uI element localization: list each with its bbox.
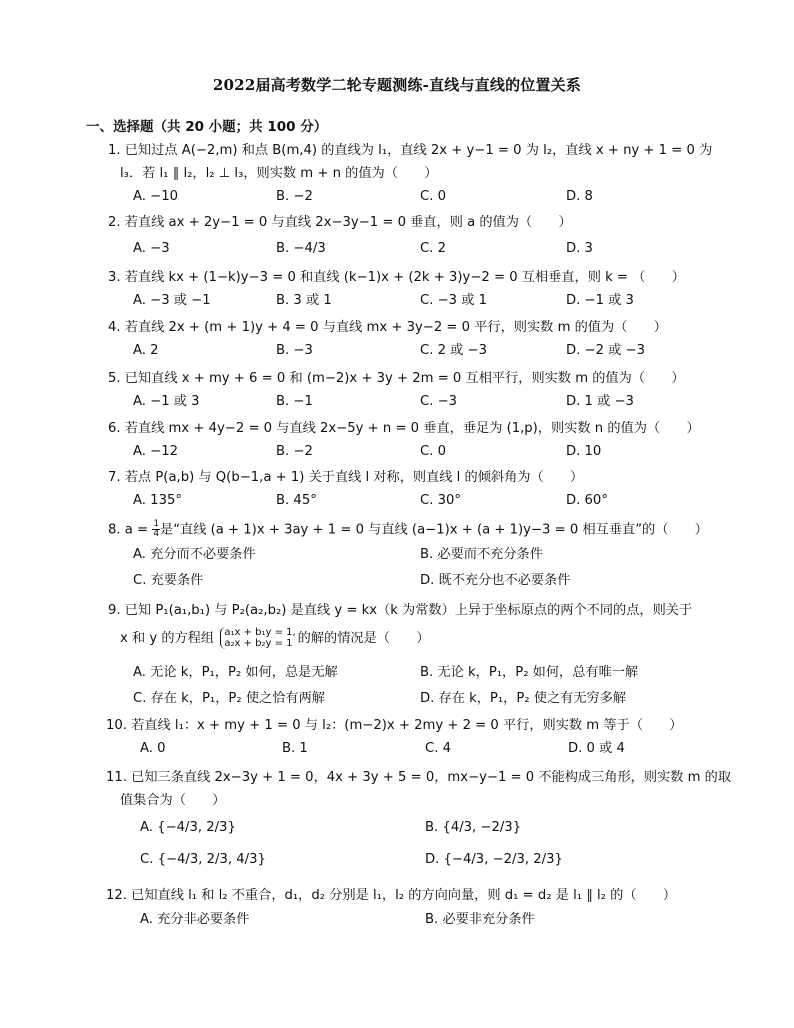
q5-option-b: B. −1 bbox=[276, 394, 313, 409]
page-title: 2022届高考数学二轮专题测练-直线与直线的位置关系 bbox=[212, 76, 582, 94]
q8-option-b: B. 必要而不充分条件 bbox=[420, 547, 543, 562]
q8-option-a: A. 充分而不必要条件 bbox=[133, 547, 256, 562]
q6-option-a: A. −12 bbox=[133, 444, 179, 459]
q7-option-a: A. 135° bbox=[133, 493, 182, 508]
section-heading: 一、选择题（共 20 小题；共 100 分） bbox=[86, 119, 328, 135]
q1-option-d: D. 8 bbox=[566, 189, 593, 204]
question-2: 2. 若直线 ax + 2y−1 = 0 与直线 2x−3y−1 = 0 垂直，则 a 的值为（ ） bbox=[108, 215, 572, 230]
q10-option-a: A. 0 bbox=[140, 741, 166, 756]
q3-option-b: B. 3 或 1 bbox=[276, 293, 332, 308]
question-9-line-2: x 和 y 的方程组 a₁x + b₁y = 1, a₂x + b₂y = 1 的解的情况是（ ） bbox=[120, 627, 430, 649]
question-4: 4. 若直线 2x + (m + 1)y + 4 = 0 与直线 mx + 3y−2 = 0 平行，则实数 m 的值为（ ） bbox=[108, 320, 667, 335]
q6-option-c: C. 0 bbox=[420, 444, 446, 459]
q1-option-a: A. −10 bbox=[133, 189, 179, 204]
question-6: 6. 若直线 mx + 4y−2 = 0 与直线 2x−5y + n = 0 垂直，垂足为 (1,p)，则实数 n 的值为（ ） bbox=[108, 421, 700, 436]
q2-option-b: B. −4/3 bbox=[276, 241, 326, 256]
q5-option-c: C. −3 bbox=[420, 394, 458, 409]
q9-equation-system: a₁x + b₁y = 1, a₂x + b₂y = 1 bbox=[220, 627, 295, 649]
q5-option-d: D. 1 或 −3 bbox=[566, 394, 634, 409]
q8-fraction: $\frac{1}{4}$ bbox=[153, 519, 160, 539]
question-11-line-2: 值集合为（ ） bbox=[120, 793, 226, 808]
q3-option-a: A. −3 或 −1 bbox=[133, 293, 211, 308]
q10-option-d: D. 0 或 4 bbox=[568, 741, 625, 756]
q7-option-b: B. 45° bbox=[276, 493, 317, 508]
question-1-line-1: 1. 已知过点 A(−2,m) 和点 B(m,4) 的直线为 l₁，直线 2x + y−1 = 0 为 l₂，直线 x + ny + 1 = 0 为 bbox=[108, 143, 713, 158]
q10-option-b: B. 1 bbox=[282, 741, 308, 756]
q9-option-c: C. 存在 k，P₁，P₂ 使之恰有两解 bbox=[133, 691, 325, 706]
question-3: 3. 若直线 kx + (1−k)y−3 = 0 和直线 (k−1)x + (2k + 3)y−2 = 0 互相垂直，则 k = （ ） bbox=[108, 270, 685, 285]
q3-option-c: C. −3 或 1 bbox=[420, 293, 487, 308]
q6-option-d: D. 10 bbox=[566, 444, 602, 459]
q11-option-c: C. {−4/3, 2/3, 4/3} bbox=[140, 852, 266, 867]
question-11-line-1: 11. 已知三条直线 2x−3y + 1 = 0，4x + 3y + 5 = 0，mx−y−1 = 0 不能构成三角形，则实数 m 的取 bbox=[106, 770, 732, 785]
question-9-line-1: 9. 已知 P₁(a₁,b₁) 与 P₂(a₂,b₂) 是直线 y = kx（k 为常数）上异于坐标原点的两个不同的点，则关于 bbox=[108, 603, 693, 618]
q1-option-c: C. 0 bbox=[420, 189, 446, 204]
question-8 bbox=[108, 520, 708, 539]
q11-option-d: D. {−4/3, −2/3, 2/3} bbox=[425, 852, 563, 867]
q2-option-d: D. 3 bbox=[566, 241, 593, 256]
q6-option-b: B. −2 bbox=[276, 444, 313, 459]
q4-option-b: B. −3 bbox=[276, 343, 313, 358]
q4-option-d: D. −2 或 −3 bbox=[566, 343, 645, 358]
q8-prefix: 8. a = bbox=[108, 522, 149, 538]
question-7: 7. 若点 P(a,b) 与 Q(b−1,a + 1) 关于直线 l 对称，则直线 l 的倾斜角为（ ） bbox=[108, 470, 584, 485]
q7-option-d: D. 60° bbox=[566, 493, 608, 508]
q11-option-a: A. {−4/3, 2/3} bbox=[140, 820, 236, 835]
question-1-line-2: l₃．若 l₁ ∥ l₂，l₂ ⊥ l₃，则实数 m + n 的值为（ ） bbox=[120, 166, 438, 181]
q10-option-c: C. 4 bbox=[425, 741, 451, 756]
q7-option-c: C. 30° bbox=[420, 493, 461, 508]
q2-option-c: C. 2 bbox=[420, 241, 446, 256]
q8-option-d: D. 既不充分也不必要条件 bbox=[420, 573, 571, 588]
q8-option-c: C. 充要条件 bbox=[133, 573, 204, 588]
question-12: 12. 已知直线 l₁ 和 l₂ 不重合，d₁，d₂ 分别是 l₁，l₂ 的方向向量，则 d₁ = d₂ 是 l₁ ∥ l₂ 的（ ） bbox=[106, 888, 677, 903]
q12-option-a: A. 充分非必要条件 bbox=[140, 912, 250, 927]
question-5: 5. 已知直线 x + my + 6 = 0 和 (m−2)x + 3y + 2m = 0 互相平行，则实数 m 的值为（ ） bbox=[108, 371, 685, 386]
q9-option-d: D. 存在 k，P₁，P₂ 使之有无穷多解 bbox=[420, 691, 627, 706]
q9-option-a: A. 无论 k，P₁，P₂ 如何，总是无解 bbox=[133, 665, 338, 680]
q3-option-d: D. −1 或 3 bbox=[566, 293, 634, 308]
q5-option-a: A. −1 或 3 bbox=[133, 394, 200, 409]
q12-option-b: B. 必要非充分条件 bbox=[425, 912, 535, 927]
q4-option-c: C. 2 或 −3 bbox=[420, 343, 487, 358]
q2-option-a: A. −3 bbox=[133, 241, 170, 256]
q9-option-b: B. 无论 k，P₁，P₂ 如何，总有唯一解 bbox=[420, 665, 639, 680]
q4-option-a: A. 2 bbox=[133, 343, 159, 358]
q8-body: 是“直线 (a + 1)x + 3ay + 1 = 0 与直线 (a−1)x + (a + 1)y−3 = 0 相互垂直”的（ ） bbox=[160, 522, 708, 538]
q1-option-b: B. −2 bbox=[276, 189, 313, 204]
question-10: 10. 若直线 l₁：x + my + 1 = 0 与 l₂：(m−2)x + 2my + 2 = 0 平行，则实数 m 等于（ ） bbox=[106, 718, 683, 733]
q11-option-b: B. {4/3, −2/3} bbox=[425, 820, 522, 835]
